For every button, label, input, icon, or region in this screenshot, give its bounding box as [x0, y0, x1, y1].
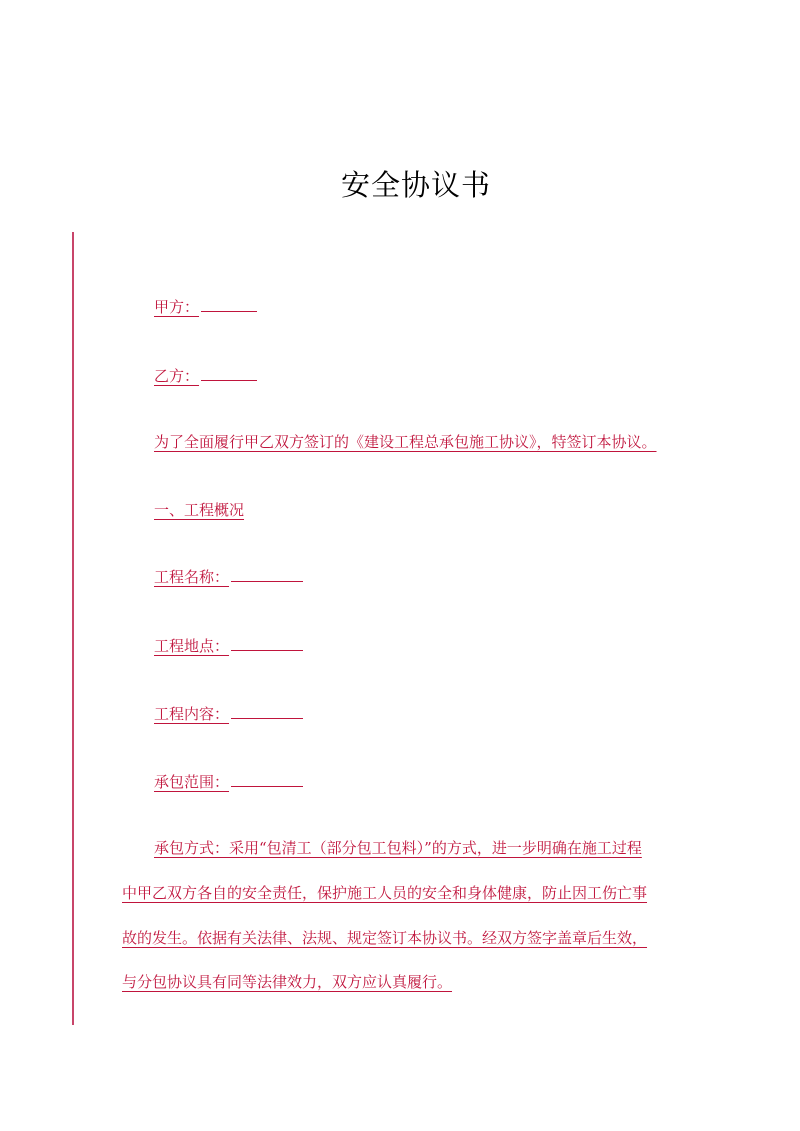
- project-name-label: 工程名称：: [154, 568, 230, 586]
- section1-heading: 一、工程概况: [154, 501, 245, 519]
- contract-scope-blank: [231, 772, 303, 787]
- party-a-label: 甲方：: [154, 298, 200, 316]
- project-content-blank: [231, 704, 303, 719]
- contract-scope-line: [154, 771, 303, 793]
- project-location-blank: [231, 636, 303, 651]
- party-b-label: 乙方：: [154, 367, 200, 385]
- intro-line: 为了全面履行甲乙双方签订的《建设工程总承包施工协议》，特签订本协议。: [154, 433, 657, 451]
- project-location-label: 工程地点：: [154, 637, 230, 655]
- project-content-label: 工程内容：: [154, 705, 230, 723]
- project-name-blank: [231, 567, 303, 582]
- paragraph-line-1: 承包方式：采用“包清工（部分包工包料）”的方式，进一步明确在施工过程: [154, 839, 642, 857]
- project-location-line: [154, 635, 303, 657]
- paragraph-line-3: 故的发生。依据有关法律、法规、规定签订本协议书。经双方签字盖章后生效，: [122, 929, 648, 947]
- party-b-line: [154, 365, 257, 387]
- party-a-line: [154, 296, 257, 318]
- contract-scope-label: 承包范围：: [154, 773, 230, 791]
- paragraph-line-4: 与分包协议具有同等法律效力，双方应认真履行。: [122, 973, 453, 991]
- party-a-blank: [201, 297, 257, 312]
- revision-change-bar: [72, 232, 74, 1025]
- document-title: 安全协议书: [340, 168, 491, 202]
- party-b-blank: [201, 366, 257, 381]
- project-name-line: [154, 566, 303, 588]
- project-content-line: [154, 703, 303, 725]
- paragraph-line-2: 中甲乙双方各自的安全责任，保护施工人员的安全和身体健康，防止因工伤亡事: [122, 884, 648, 902]
